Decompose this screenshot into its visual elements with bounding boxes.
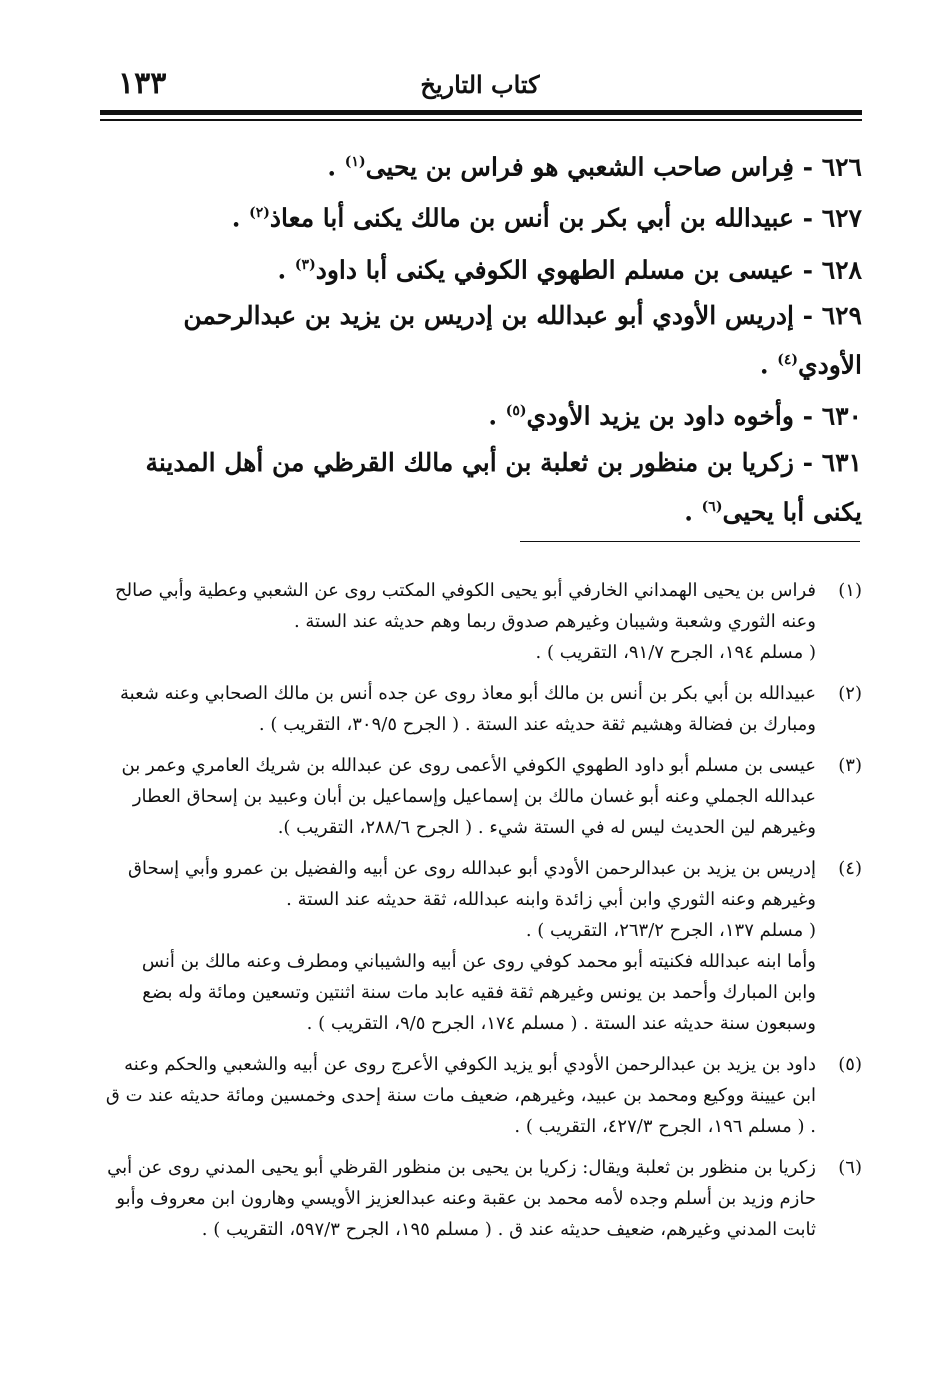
- footnote-text: فراس بن يحيى الهمداني الخارفي أبو يحيى الكوفي المكتب روى عن الشعبي وعطية وأبي صالح وعنه الثوري وشعبة وشيبان وغيرهم صدوق ربما وهم حديثه عند الستة .: [114, 580, 816, 632]
- footnote-mark: (٥): [505, 403, 527, 420]
- entry-627: ٦٢٧ - عبيدالله بن أبي بكر بن أنس بن مالك يكنى أبا معاذ$^{(٢)}$ .: [231, 203, 862, 233]
- entry-630: ٦٣٠ - وأخوه داود بن يزيد الأودي$^{(٥)}$ .: [488, 401, 862, 431]
- footnote-text: إدريس بن يزيد بن عبدالرحمن الأودي أبو عبدالله روى عن أبيه والفضيل بن عمرو وأبي إسحاق وغيرهم وعنه الثوري وابن أبي زائدة وابنه عبدالله، ثقة حديثه عند الستة .: [128, 858, 816, 910]
- header-rule-thick: [100, 110, 862, 115]
- footnote-5: [104, 1049, 862, 1142]
- footnote-2: [104, 678, 862, 740]
- page-header: [100, 62, 860, 102]
- footnote-continuation: وأما ابنه عبدالله فكنيته أبو محمد كوفي روى عن أبيه والشيباني ومطرف وعنه مالك بن أنس وابن المبارك وأحمد بن يونس وغيرهم ثقة فقيه عابد مات سنة اثنتين وتسعين ومائة وله بضع وسبعون سنة حديثه عند الستة . ( مسلم ١٧٤، الجرح ٩/٥، التقريب ) .: [141, 951, 816, 1034]
- footnote-text: عيسى بن مسلم أبو داود الطهوي الكوفي الأعمى روى عن عبدالله بن شريك العامري وعمر بن عبدالله الجملي وعنه أبو غسان مالك بن إسماعيل وإسماعيل بن أبان وعبيد بن إسحاق العطار وغيرهم لين الحديث ليس له في الستة شيء . ( الجرح ٢٨٨/٦، التقريب ).: [121, 755, 816, 838]
- header-rule-thin: [100, 119, 862, 121]
- entry-631: ٦٣١ - زكريا بن منظور بن ثعلبة بن أبي مالك القرظي من أهل المدينة يكنى أبا يحيى$^{(٦)}$ .: [145, 447, 862, 526]
- footnote-1: [104, 575, 862, 668]
- running-title: كتاب التاريخ: [420, 70, 540, 99]
- entry-628: ٦٢٨ - عيسى بن مسلم الطهوي الكوفي يكنى أبا داود$^{(٣)}$ .: [277, 254, 862, 284]
- footnote-3: [104, 750, 862, 843]
- entry-626: ٦٢٦ - فِراس صاحب الشعبي هو فراس بن يحيى$^{(١)}$ .: [327, 152, 862, 182]
- entry-629: ٦٢٩ - إدريس الأودي أبو عبدالله بن إدريس بن يزيد بن عبدالرحمن الأودي$^{(٤)}$ .: [183, 300, 862, 380]
- footnote-number: (٦): [838, 1157, 862, 1178]
- footnote-mark: (٢): [249, 205, 270, 222]
- footnote-text: داود بن يزيد بن عبدالرحمن الأودي أبو يزيد الكوفي الأعرج روى عن أبيه والشعبي والحكم وعنه ابن عيينة ووكيع ومحمد بن عبيد، وغيرهم، ضعيف مات سنة إحدى وخمسين ومائة حديثه عند ت ق . ( مسلم ١٩٦، الجرح ٤٢٧/٣، التقريب ) .: [105, 1054, 816, 1137]
- footnote-number: (٢): [838, 683, 862, 704]
- footnote-text: زكريا بن منظور بن ثعلبة ويقال: زكريا بن يحيى بن منظور القرظي أبو يحيى المدني روى عن أبي حازم وزيد بن أسلم وجده لأمه محمد بن عقبة وعنه عبدالعزيز الأويسي وهارون ابن معروف وأبو ثابت المدني وغيرهم، ضعيف حديثه عند ق . ( مسلم ١٩٥، الجرح ٥٩٧/٣، التقريب ) .: [107, 1157, 816, 1240]
- footnote-mark: (٦): [701, 498, 723, 515]
- footnote-citation: ( مسلم ١٩٤، الجرح ٩١/٧، التقريب ) .: [535, 642, 816, 663]
- footnotes: [104, 575, 862, 1255]
- footnote-mark: (٤): [777, 351, 799, 368]
- footnote-number: (١): [838, 580, 862, 601]
- footnote-mark: (١): [344, 154, 366, 170]
- footnote-separator: [520, 541, 860, 542]
- footnote-citation: ( مسلم ١٣٧، الجرح ٢٦٣/٢، التقريب ) .: [525, 920, 816, 941]
- footnote-number: (٣): [838, 755, 862, 776]
- footnote-4: [104, 853, 862, 1039]
- footnote-mark: (٣): [294, 256, 316, 273]
- footnote-6: [104, 1152, 862, 1245]
- footnote-text: عبيدالله بن أبي بكر بن أنس بن مالك أبو معاذ روى عن جده أنس بن مالك الصحابي وعنه شعبة ومبارك بن فضالة وهشيم ثقة حديثه عند الستة . ( الجرح ٣٠٩/٥، التقريب ) .: [120, 683, 816, 735]
- footnote-number: (٤): [838, 858, 862, 879]
- footnote-number: (٥): [838, 1054, 862, 1075]
- page-number: ١٣٣: [118, 66, 167, 101]
- main-text: [104, 140, 862, 536]
